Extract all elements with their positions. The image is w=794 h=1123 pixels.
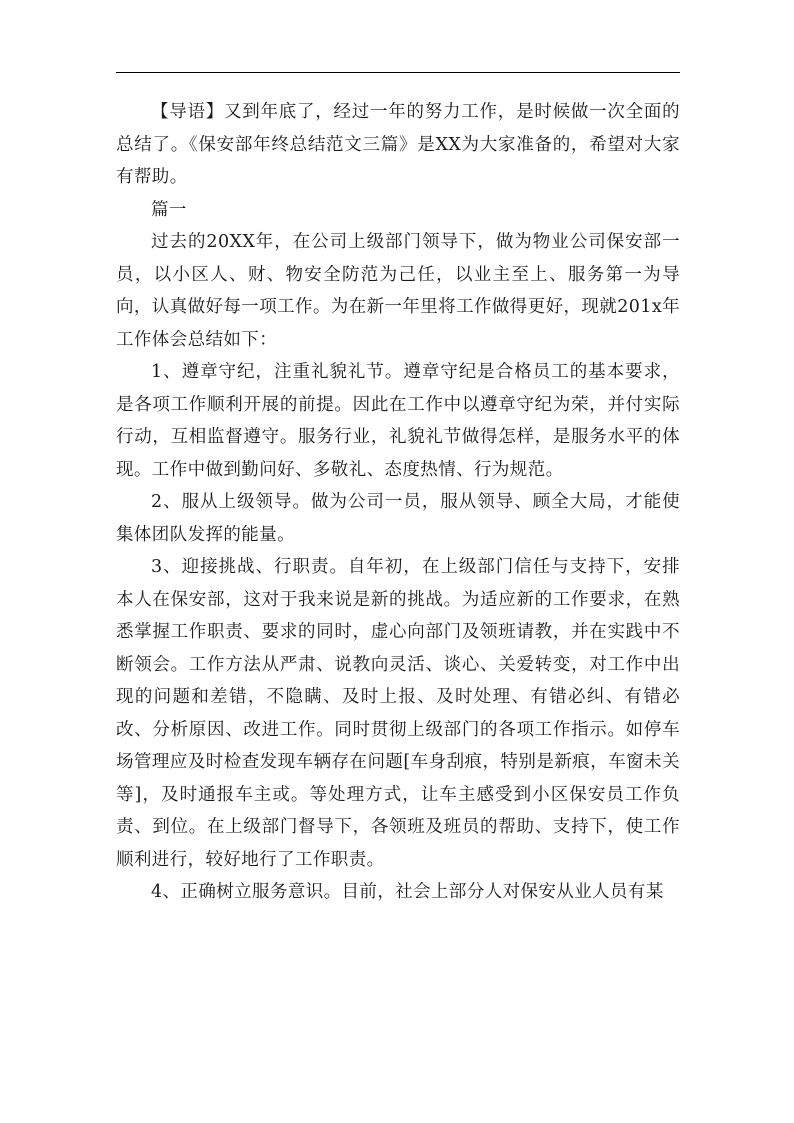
intro-paragraph: 【导语】又到年底了，经过一年的努力工作，是时候做一次全面的总结了。《保安部年终总结范文三篇》是XX为大家准备的，希望对大家有帮助。 <box>116 102 680 187</box>
body-paragraph: 过去的20XX年，在公司上级部门领导下，做为物业公司保安部一员，以小区人、财、物安全防范为己任，以业主至上、服务第一为导向，认真做好每一项工作。为在新一年里将工作做得更好，现就201x年工作体会总结如下： <box>116 232 680 350</box>
document-body <box>116 96 680 909</box>
header-rule <box>116 72 680 73</box>
section-heading: 篇一 <box>151 199 187 220</box>
body-paragraph: 1、遵章守纪，注重礼貌礼节。遵章守纪是合格员工的基本要求，是各项工作顺利开展的前提。因此在工作中以遵章守纪为荣，并付实际行动，互相监督遵守。服务行业，礼貌礼节做得怎样，是服务水平的体现。工作中做到勤问好、多敬礼、态度热情、行为规范。 <box>116 362 680 480</box>
body-paragraph: 4、正确树立服务意识。目前，社会上部分人对保安从业人员有某 <box>151 882 664 902</box>
body-paragraph: 3、迎接挑战、行职责。自年初，在上级部门信任与支持下，安排本人在保安部，这对于我来说是新的挑战。为适应新的工作要求，在熟悉掌握工作职责、要求的同时，虚心向部门及领班请教，并在实践中不断领会。工作方法从严肃、说教向灵活、谈心、关爱转变，对工作中出现的问题和差错，不隐瞒、及时上报、及时处理、有错必纠、有错必改、分析原因、改进工作。同时贯彻上级部门的各项工作指示。如停车场管理应及时检查发现车辆存在问题[车身刮痕，特别是新痕，车窗未关等]，及时通报车主或。等处理方式，让车主感受到小区保安员工作负责、到位。在上级部门督导下，各领班及班员的帮助、支持下，使工作顺利进行，较好地行了工作职责。 <box>116 557 680 870</box>
body-paragraph: 2、服从上级领导。做为公司一员，服从领导、顾全大局，才能使集体团队发挥的能量。 <box>116 492 680 545</box>
